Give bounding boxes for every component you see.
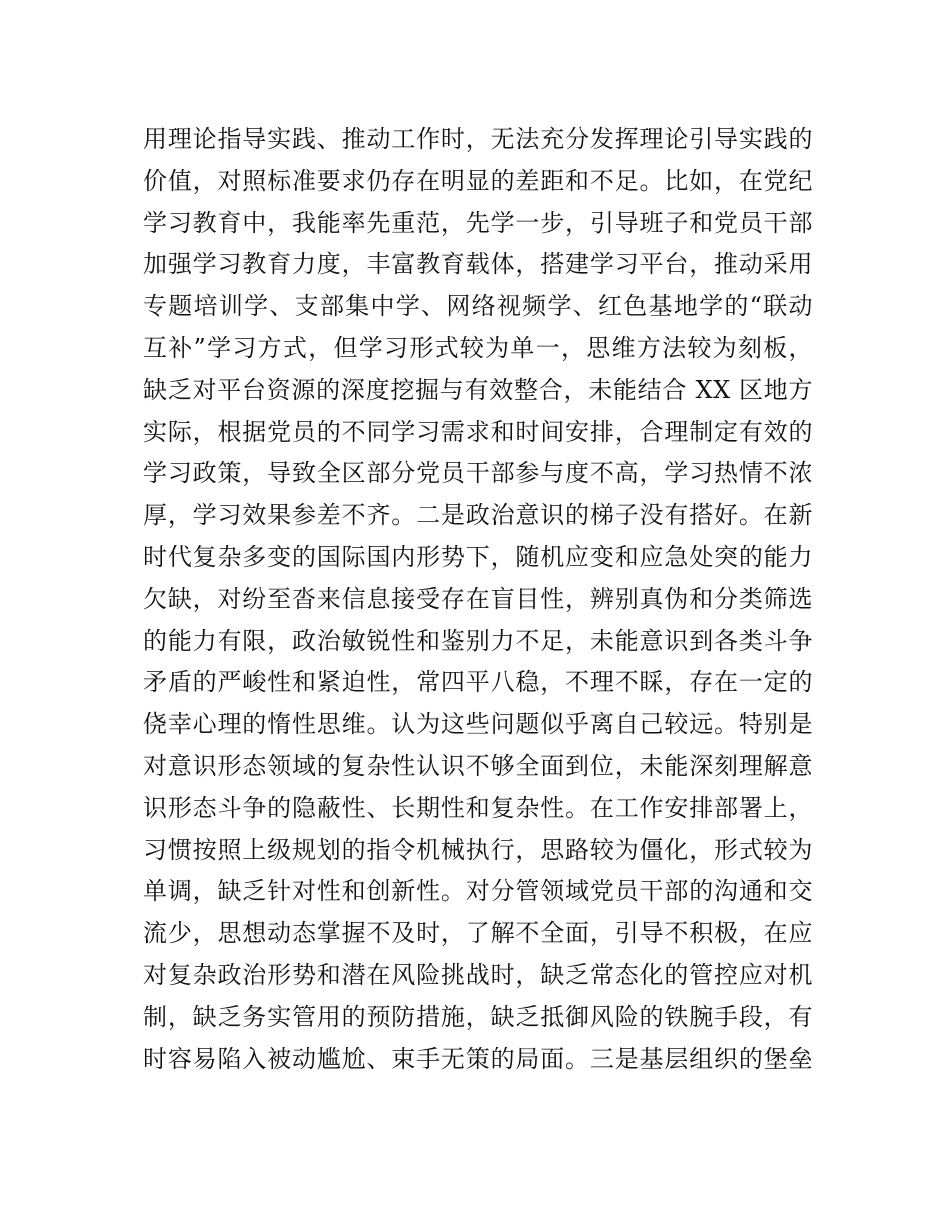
text-line-7: 缺乏对平台资源的深度挖掘与有效整合，未能结合 XX 区地方: [143, 375, 813, 404]
text-line-11: 时代复杂多变的国际国内形势下，随机应变和应急处突的能力: [143, 542, 813, 571]
text-line-4: 加强学习教育力度，丰富教育载体，搭建学习平台，推动采用: [143, 250, 813, 279]
text-line-1: 用理论指导实践、推动工作时，无法充分发挥理论引导实践的: [143, 125, 813, 153]
text-line-20: 流少，思想动态掌握不及时，了解不全面，引导不积极，在应: [143, 919, 813, 948]
text-line-18: 习惯按照上级规划的指令机械执行，思路较为僵化，形式较为: [143, 835, 813, 864]
text-line-10: 厚，学习效果参差不齐。二是政治意识的梯子没有搭好。在新: [143, 501, 813, 530]
text-line-5: 专题培训学、支部集中学、网络视频学、红色基地学的“联动: [143, 292, 813, 321]
text-line-21: 对复杂政治形势和潜在风险挑战时，缺乏常态化的管控应对机: [143, 960, 813, 989]
text-line-14: 矛盾的严峻性和紧迫性，常四平八稳，不理不睬，存在一定的: [143, 668, 813, 697]
text-line-23: 时容易陷入被动尴尬、束手无策的局面。三是基层组织的堡垒: [143, 1044, 813, 1073]
text-line-15: 侥幸心理的惰性思维。认为这些问题似乎离自己较远。特别是: [143, 710, 813, 739]
text-line-19: 单调，缺乏针对性和创新性。对分管领域党员干部的沟通和交: [143, 877, 813, 906]
text-line-2: 价值，对照标准要求仍存在明显的差距和不足。比如，在党纪: [143, 166, 813, 195]
text-line-6: 互补”学习方式，但学习形式较为单一，思维方法较为刻板，: [143, 333, 813, 362]
text-line-17: 识形态斗争的隐蔽性、长期性和复杂性。在工作安排部署上，: [143, 793, 813, 822]
text-line-9: 学习政策，导致全区部分党员干部参与度不高，学习热情不浓: [143, 459, 813, 488]
text-line-12: 欠缺，对纷至沓来信息接受存在盲目性，辨别真伪和分类筛选: [143, 584, 813, 613]
text-line-13: 的能力有限，政治敏锐性和鉴别力不足，未能意识到各类斗争: [143, 626, 813, 655]
text-line-8: 实际，根据党员的不同学习需求和时间安排，合理制定有效的: [143, 417, 813, 446]
text-line-16: 对意识形态领域的复杂性认识不够全面到位，未能深刻理解意: [143, 751, 813, 780]
text-line-22: 制，缺乏务实管用的预防措施，缺乏抵御风险的铁腕手段，有: [143, 1002, 813, 1031]
body-paragraph: [143, 119, 813, 1080]
text-line-3: 学习教育中，我能率先重范，先学一步，引导班子和党员干部: [143, 208, 813, 237]
